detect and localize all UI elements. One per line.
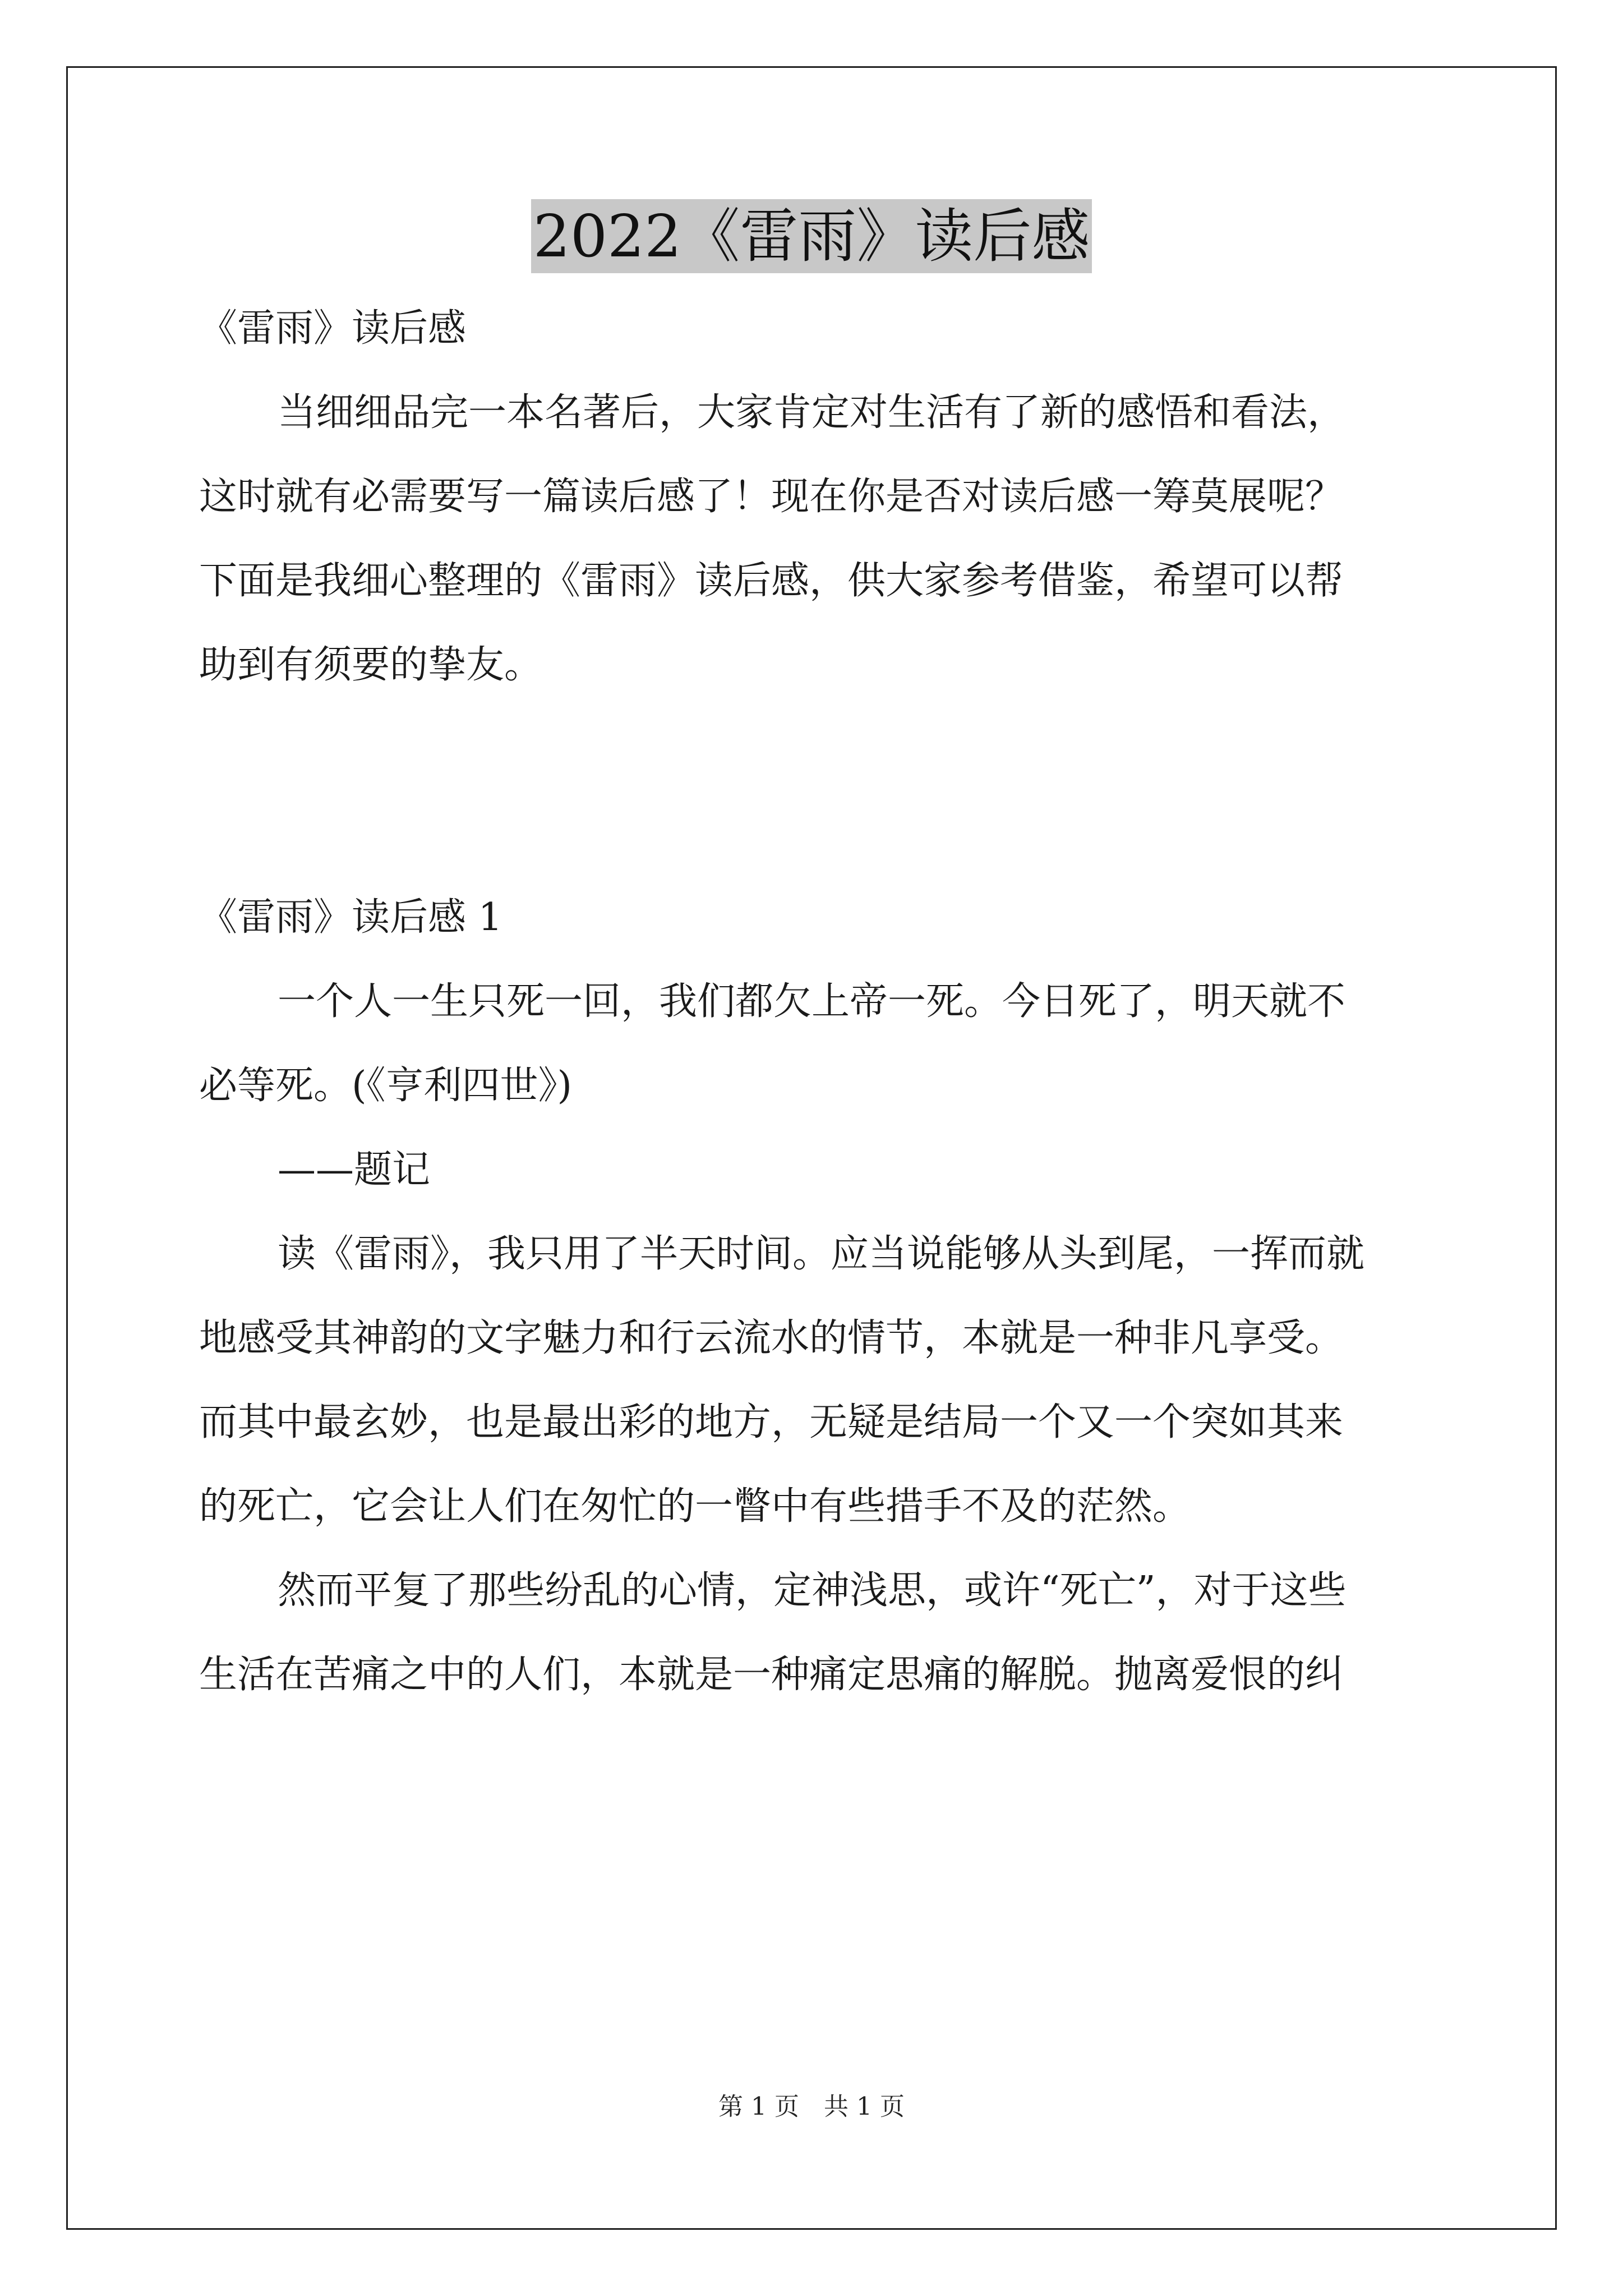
text-line: 一个人一生只死一回，我们都欠上帝一死。今日死了，明天就不 [278, 979, 1346, 1024]
text-line: 然而平复了那些纷乱的心情，定神浅思，或许“死亡”，对于这些 [278, 1568, 1347, 1613]
text-line: 必等死。(《亨利四世》) [199, 1064, 573, 1108]
document-title: 2022《雷雨》读后感 [531, 199, 1092, 273]
text-line: 《雷雨》读后感 [199, 306, 467, 351]
text-line: 的死亡，它会让人们在匆忙的一瞥中有些措手不及的茫然。 [199, 1484, 1191, 1529]
text-line: 读《雷雨》，我只用了半天时间。应当说能够从头到尾，一挥而就 [278, 1232, 1365, 1276]
text-line: 而其中最玄妙，也是最出彩的地方，无疑是结局一个又一个突如其来 [199, 1400, 1344, 1444]
text-line: 这时就有必需要写一篇读后感了！现在你是否对读后感一筹莫展呢？ [199, 475, 1344, 519]
text-line: 生活在苦痛之中的人们，本就是一种痛定思痛的解脱。抛离爱恨的纠 [199, 1653, 1344, 1697]
text-line: 下面是我细心整理的《雷雨》读后感，供大家参考借鉴，希望可以帮 [199, 559, 1344, 603]
text-line: 助到有须要的挚友。 [199, 643, 543, 687]
title-container [0, 199, 1623, 273]
text-line: 地感受其神韵的文字魅力和行云流水的情节，本就是一种非凡享受。 [199, 1316, 1344, 1360]
text-line: 《雷雨》读后感 1 [199, 895, 502, 940]
text-line: ——题记 [278, 1148, 431, 1192]
page-footer: 第 1 页 共 1 页 [718, 2092, 905, 2121]
text-line: 当细细品完一本名著后，大家肯定对生活有了新的感悟和看法， [278, 390, 1346, 435]
